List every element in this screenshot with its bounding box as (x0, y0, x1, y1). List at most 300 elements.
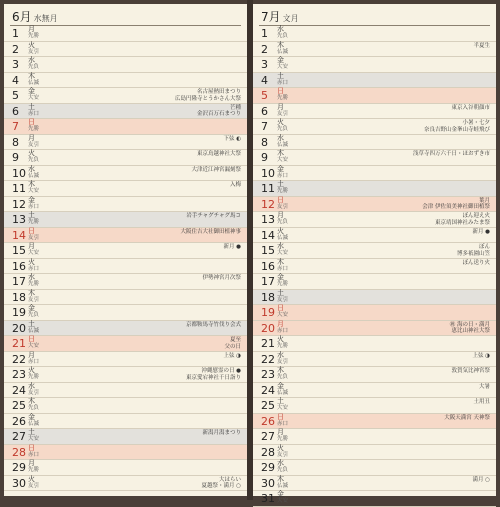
day-row[interactable] (4, 150, 247, 166)
day-events (422, 198, 490, 211)
weekday: 日 (277, 87, 284, 95)
weekday: 木 (28, 180, 35, 188)
day-number: 11 (261, 182, 275, 195)
event-text: 広島円隆寺とうかさん大祭 (174, 95, 241, 102)
day-events (186, 322, 241, 329)
event-text: 敦賀気比神宮祭 (451, 368, 490, 374)
weekday: 金 (28, 412, 35, 421)
rokuyo: 大安 (277, 498, 289, 504)
day-row[interactable] (4, 460, 247, 476)
day-number: 28 (261, 445, 275, 459)
event-text: ぼん送り火 (462, 259, 490, 266)
day-number: 19 (261, 306, 275, 319)
event-text: ぼん迎え火 (462, 213, 490, 219)
rokuyo: 先勝 (28, 374, 40, 380)
day-number: 9 (12, 151, 19, 164)
rokuyo: 赤口 (28, 203, 40, 210)
day-row[interactable] (253, 57, 496, 73)
event-text: 大阪天満宮 天神祭 (444, 414, 490, 421)
day-row[interactable] (253, 135, 496, 151)
rokuyo: 仏滅 (277, 234, 289, 241)
weekday: 土 (28, 211, 35, 219)
weekday: 月 (277, 211, 284, 219)
weekday: 月 (28, 133, 35, 142)
day-row[interactable] (253, 336, 496, 352)
month-label: 6月 (12, 10, 32, 24)
event-text: 新月 ● (223, 244, 241, 250)
weekday: 土 (277, 180, 284, 188)
day-row[interactable] (4, 135, 247, 151)
month-header (253, 4, 496, 26)
event-text: 新潟月潟まつり (202, 430, 241, 436)
day-number: 2 (261, 42, 268, 56)
weekday: 水 (28, 56, 35, 64)
rokuyo: 先勝 (28, 219, 40, 225)
day-row[interactable] (253, 476, 496, 492)
day-number: 5 (12, 89, 19, 102)
day-row[interactable] (4, 181, 247, 197)
month-header (4, 4, 247, 26)
rokuyo: 友引 (277, 451, 289, 458)
rokuyo: 赤口 (28, 451, 40, 458)
day-events (435, 213, 490, 226)
rokuyo: 先負 (28, 157, 40, 163)
day-row[interactable] (253, 181, 496, 197)
day-row[interactable] (253, 321, 496, 337)
weekday: 木 (277, 149, 284, 157)
day-events (186, 213, 241, 220)
month-number (261, 8, 299, 25)
day-row[interactable] (253, 491, 496, 507)
weekday: 木 (28, 288, 35, 297)
day-events (479, 384, 490, 391)
day-row[interactable] (4, 228, 247, 244)
event-text: 上弦 ◑ (472, 352, 490, 359)
event-text: 東京入谷朝顔市 (451, 104, 490, 111)
event-text: 夏越祭・満月 ○ (201, 483, 241, 489)
weekday: 火 (28, 149, 35, 157)
day-row[interactable] (253, 212, 496, 228)
event-text: 奈良吉野山金峯山寺蛙飛び (423, 126, 490, 133)
rokuyo: 友引 (277, 203, 289, 210)
rokuyo: 大安 (277, 157, 289, 163)
weekday: 火 (28, 366, 35, 374)
day-number: 15 (261, 244, 275, 257)
rokuyo: 友引 (28, 296, 40, 303)
rokuyo: 先負 (277, 126, 289, 132)
day-events (473, 43, 490, 50)
day-row[interactable] (4, 429, 247, 445)
rokuyo: 赤口 (28, 265, 40, 272)
day-number: 18 (261, 290, 275, 304)
rokuyo: 先負 (277, 374, 289, 380)
weekday: 水 (277, 459, 284, 467)
rokuyo: 先負 (28, 405, 40, 411)
day-row[interactable] (253, 383, 496, 399)
day-number: 11 (12, 182, 26, 195)
rokuyo: 友引 (28, 482, 40, 489)
rokuyo: 大安 (28, 343, 40, 349)
weekday: 木 (28, 397, 35, 405)
day-number: 29 (12, 461, 26, 474)
weekday: 金 (277, 164, 284, 173)
event-text: 父の日 (224, 343, 241, 350)
day-events (230, 182, 241, 189)
weekday: 日 (28, 226, 35, 235)
day-number: 20 (12, 321, 26, 335)
event-text: 金沢百万石まつり (196, 111, 241, 117)
rokuyo: 先勝 (28, 281, 40, 287)
day-number: 27 (261, 430, 275, 443)
event-text: 東京愛宕神社千日詣り (185, 374, 241, 381)
weekday: 月 (277, 102, 284, 111)
day-row[interactable] (4, 243, 247, 259)
day-number: 26 (261, 414, 275, 428)
weekday: 土 (28, 102, 35, 111)
day-row[interactable] (253, 228, 496, 244)
rokuyo: 先負 (277, 219, 289, 225)
rokuyo: 仏滅 (28, 420, 40, 427)
rokuyo: 大安 (277, 405, 289, 411)
day-number: 5 (261, 89, 268, 102)
event-text: 小暑・七夕 (462, 120, 490, 126)
weekday: 火 (28, 474, 35, 483)
rokuyo: 赤口 (28, 358, 40, 365)
weekday: 火 (28, 40, 35, 49)
weekday: 木 (277, 257, 284, 266)
event-text: 京都鞍馬寺竹伐り会式 (185, 321, 241, 328)
day-number: 7 (261, 120, 268, 133)
rokuyo: 仏滅 (28, 172, 40, 179)
day-row[interactable] (4, 88, 247, 104)
rokuyo: 赤口 (277, 420, 289, 427)
day-row[interactable] (253, 26, 496, 42)
day-number: 17 (12, 275, 26, 288)
day-row[interactable] (4, 212, 247, 228)
day-row[interactable] (4, 305, 247, 321)
rokuyo: 先勝 (28, 126, 40, 132)
event-text: 入梅 (229, 182, 241, 188)
day-number: 20 (261, 321, 275, 335)
day-number: 12 (12, 197, 26, 211)
day-events (413, 151, 490, 158)
day-number: 16 (12, 259, 26, 273)
day-row[interactable] (4, 197, 247, 213)
day-row[interactable] (4, 445, 247, 461)
weekday: 水 (28, 381, 35, 390)
rokuyo: 友引 (28, 389, 40, 396)
day-row[interactable] (253, 445, 496, 461)
month-number (12, 8, 58, 25)
day-number: 9 (261, 151, 268, 164)
day-number: 13 (12, 213, 26, 226)
weekday: 日 (277, 412, 284, 421)
day-number: 30 (12, 476, 26, 490)
day-number: 10 (261, 166, 275, 180)
rokuyo: 友引 (277, 296, 289, 303)
day-row[interactable] (253, 243, 496, 259)
rokuyo: 赤口 (277, 265, 289, 272)
day-number: 31 (261, 492, 275, 505)
day-number: 14 (261, 228, 275, 242)
weekday: 火 (28, 257, 35, 266)
rokuyo: 赤口 (277, 79, 289, 86)
weekday: 金 (28, 304, 35, 312)
day-events (451, 368, 490, 375)
weekday: 金 (277, 273, 284, 281)
day-row[interactable] (253, 352, 496, 368)
day-row[interactable] (4, 119, 247, 135)
weekday: 月 (28, 25, 35, 33)
weekday: 水 (28, 164, 35, 173)
day-events (202, 430, 241, 437)
event-text: 下弦 ◐ (223, 135, 241, 142)
day-row[interactable] (4, 57, 247, 73)
rokuyo: 先負 (28, 64, 40, 70)
day-number: 16 (261, 259, 275, 273)
event-text: 新月 ● (472, 228, 490, 235)
day-number: 22 (12, 352, 26, 366)
day-list (4, 26, 247, 491)
rokuyo: 先勝 (277, 343, 289, 349)
day-number: 23 (261, 368, 275, 381)
june-page (4, 4, 247, 496)
event-text: 満月 ○ (472, 476, 490, 483)
rokuyo: 先勝 (277, 281, 289, 287)
day-number: 6 (261, 104, 268, 118)
day-events (472, 477, 490, 484)
weekday: 日 (277, 195, 284, 204)
rokuyo: 仏滅 (277, 48, 289, 55)
weekday: 日 (28, 118, 35, 126)
day-row[interactable] (4, 42, 247, 58)
day-events (186, 368, 241, 381)
day-events (444, 415, 490, 422)
weekday: 月 (277, 319, 284, 328)
weekday: 木 (277, 474, 284, 483)
day-row[interactable] (253, 398, 496, 414)
weekday: 火 (277, 335, 284, 343)
event-text: 伊勢神宮月次祭 (202, 275, 241, 281)
rokuyo: 大安 (277, 250, 289, 256)
rokuyo: 赤口 (277, 327, 289, 334)
day-number: 4 (12, 73, 19, 87)
day-events (197, 105, 241, 118)
event-text: 大津近江神宮漏刻祭 (191, 166, 241, 173)
day-row[interactable] (253, 290, 496, 306)
event-text: 大阪住吉大社御田植神事 (180, 228, 241, 235)
weekday: 金 (28, 195, 35, 204)
rokuyo: 赤口 (277, 172, 289, 179)
day-number: 21 (261, 337, 275, 350)
day-events (424, 120, 490, 133)
month-label: 7月 (261, 10, 281, 24)
rokuyo: 先勝 (28, 33, 40, 39)
event-text: 大暑 (478, 383, 490, 390)
day-row[interactable] (4, 73, 247, 89)
weekday: 土 (28, 428, 35, 436)
day-number: 13 (261, 213, 275, 226)
day-number: 18 (12, 290, 26, 304)
rokuyo: 先勝 (277, 95, 289, 101)
day-row[interactable] (253, 150, 496, 166)
day-row[interactable] (253, 274, 496, 290)
day-row[interactable] (4, 383, 247, 399)
event-text: 東京靖国神社みたま祭 (434, 219, 490, 226)
day-row[interactable] (253, 88, 496, 104)
weekday: 水 (277, 242, 284, 250)
day-row[interactable] (4, 274, 247, 290)
rokuyo: 仏滅 (277, 389, 289, 396)
event-text: 芒種 (229, 104, 241, 111)
day-row[interactable] (253, 42, 496, 58)
weekday: 月 (28, 459, 35, 467)
day-number: 19 (12, 306, 26, 319)
day-row[interactable] (4, 476, 247, 492)
rokuyo: 友引 (28, 141, 40, 148)
event-text: 半夏生 (473, 42, 490, 49)
rokuyo: 仏滅 (28, 79, 40, 86)
day-number: 17 (261, 275, 275, 288)
rokuyo: 大安 (277, 64, 289, 70)
weekday: 金 (277, 490, 284, 498)
day-number: 24 (261, 383, 275, 397)
weekday: 火 (277, 226, 284, 235)
day-row[interactable] (253, 104, 496, 120)
day-row[interactable] (253, 73, 496, 89)
event-text: ぼん (478, 244, 490, 250)
day-events (462, 260, 490, 267)
day-row[interactable] (253, 166, 496, 182)
day-number: 2 (12, 42, 19, 56)
day-number: 27 (12, 430, 26, 443)
day-number: 23 (12, 368, 26, 381)
weekday: 土 (277, 71, 284, 80)
weekday: 月 (28, 242, 35, 250)
day-events (223, 244, 241, 251)
weekday: 木 (277, 40, 284, 49)
rokuyo: 大安 (28, 95, 40, 101)
month-name: 水無月 (33, 14, 58, 23)
rokuyo: 大安 (277, 312, 289, 318)
event-text: 上弦 ◑ (223, 352, 241, 359)
rokuyo: 大安 (28, 250, 40, 256)
day-events (451, 105, 490, 112)
day-events (472, 353, 490, 360)
day-row[interactable] (4, 367, 247, 383)
day-list (253, 26, 496, 507)
weekday: 金 (277, 56, 284, 64)
day-number: 10 (12, 166, 26, 180)
day-events (201, 477, 241, 490)
day-row[interactable] (4, 290, 247, 306)
weekday: 日 (28, 335, 35, 343)
day-events (472, 229, 490, 236)
event-text: 東京鳥越神社大祭 (196, 151, 241, 157)
day-row[interactable] (4, 321, 247, 337)
day-events (175, 89, 241, 102)
day-row[interactable] (4, 259, 247, 275)
day-number: 6 (12, 104, 19, 118)
rokuyo: 友引 (28, 234, 40, 241)
day-row[interactable] (4, 352, 247, 368)
day-row[interactable] (4, 166, 247, 182)
event-text: 沖縄慰霊の日 ● (201, 368, 241, 374)
day-row[interactable] (253, 367, 496, 383)
day-events (202, 275, 241, 282)
day-number: 1 (12, 27, 19, 40)
day-events (450, 322, 490, 335)
event-text: 葉月 (478, 197, 490, 204)
july-page (253, 4, 496, 505)
weekday: 火 (277, 118, 284, 126)
day-number: 8 (261, 135, 268, 149)
day-row[interactable] (253, 305, 496, 321)
day-row[interactable] (253, 414, 496, 430)
rokuyo: 大安 (28, 436, 40, 442)
rokuyo: 仏滅 (277, 141, 289, 148)
rokuyo: 先負 (277, 467, 289, 473)
day-events (473, 399, 490, 406)
day-number: 25 (261, 399, 275, 412)
event-text: 名古屋熱田まつり (196, 89, 241, 95)
day-row[interactable] (4, 104, 247, 120)
weekday: 水 (277, 350, 284, 359)
event-text: 恵比山神社大祭 (451, 328, 490, 334)
day-number: 7 (12, 120, 19, 133)
weekday: 日 (277, 304, 284, 312)
rokuyo: 大安 (28, 188, 40, 194)
day-number: 15 (12, 244, 26, 257)
weekday: 土 (277, 288, 284, 297)
rokuyo: 先勝 (28, 467, 40, 473)
rokuyo: 先勝 (277, 188, 289, 194)
day-number: 26 (12, 414, 26, 428)
event-text: ㊗ 海の日・満月 (449, 321, 490, 328)
event-text: 会津 伊佐須美神社御田植祭 (422, 204, 490, 210)
day-row[interactable] (253, 197, 496, 213)
day-number: 28 (12, 445, 26, 459)
day-row[interactable] (253, 259, 496, 275)
weekday: 水 (28, 273, 35, 281)
weekday: 水 (277, 25, 284, 33)
day-number: 24 (12, 383, 26, 397)
day-events (191, 167, 241, 174)
day-row[interactable] (4, 398, 247, 414)
day-events (224, 337, 241, 350)
day-number: 30 (261, 476, 275, 490)
day-events (223, 136, 241, 143)
day-number: 25 (12, 399, 26, 412)
month-name: 文月 (282, 14, 299, 23)
weekday: 土 (277, 397, 284, 405)
day-events (223, 353, 241, 360)
day-number: 3 (261, 58, 268, 71)
day-row[interactable] (4, 336, 247, 352)
day-row[interactable] (253, 460, 496, 476)
day-row[interactable] (4, 26, 247, 42)
day-row[interactable] (4, 414, 247, 430)
weekday: 木 (277, 366, 284, 374)
day-number: 3 (12, 58, 19, 71)
weekday: 木 (28, 71, 35, 80)
day-row[interactable] (253, 429, 496, 445)
day-number: 12 (261, 197, 275, 211)
day-events (180, 229, 241, 236)
rokuyo: 友引 (277, 110, 289, 117)
day-row[interactable] (253, 119, 496, 135)
event-text: 夏至 (229, 337, 241, 343)
